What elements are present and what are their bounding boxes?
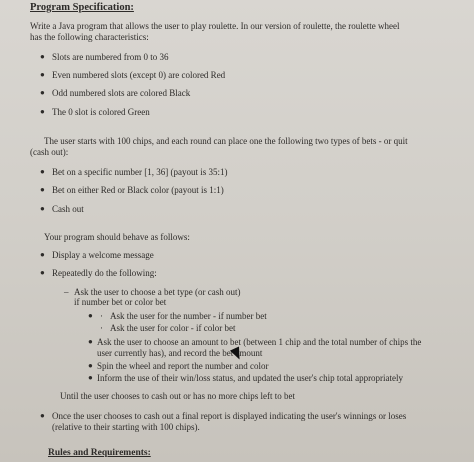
dot-icon: · <box>100 311 103 321</box>
rules-heading: Rules and Requirements: <box>48 448 151 458</box>
bullet-icon: ● <box>88 361 93 370</box>
bet-type-item: Bet on either Red or Black color (payout is 1:1) <box>52 185 224 195</box>
characteristic-item: The 0 slot is colored Green <box>52 107 150 117</box>
inform-step: Inform the use of their win/loss status, and updated the user's chip total appropriately <box>97 373 404 383</box>
bullet-icon: ● <box>88 311 93 320</box>
bullet-icon: ● <box>88 337 93 346</box>
dot-icon: · <box>100 323 103 333</box>
ask-color: Ask the user for color - if color bet <box>110 323 236 333</box>
characteristic-item: Even numbered slots (except 0) are colored Red <box>52 70 226 80</box>
intro-line-2: has the following characteristics: <box>30 32 149 42</box>
bullet-icon: ● <box>40 204 45 213</box>
dash-icon: – <box>64 287 69 297</box>
characteristic-item: Odd numbered slots are colored Black <box>52 88 191 98</box>
bullet-icon: ● <box>88 373 93 382</box>
final-line-1: Once the user chooses to cash out a final report is displayed indicating the user's winnings or loses <box>52 411 407 421</box>
characteristic-item: Slots are numbered from 0 to 36 <box>52 52 169 62</box>
amount-line-2: user currently has), and record the bet amount <box>97 348 263 358</box>
bullet-icon: ● <box>40 167 45 176</box>
final-line-2: (relative to their starting with 100 chips). <box>52 422 200 432</box>
bet-type-item: Cash out <box>52 204 84 214</box>
spin-step: Spin the wheel and report the number and color <box>97 361 269 371</box>
intro-line-1: Write a Java program that allows the user to play roulette. In our version of roulette, the roulette wheel <box>30 21 400 31</box>
ask-line-1: Ask the user to choose a bet type (or cash out) <box>74 287 241 297</box>
behave-intro: Your program should behave as follows: <box>44 232 190 242</box>
bullet-icon: ● <box>40 250 45 259</box>
bullet-icon: ● <box>40 107 45 116</box>
amount-line-1: Ask the user to choose an amount to bet (between 1 chip and the total number of chips the <box>97 337 422 347</box>
bullet-icon: ● <box>40 88 45 97</box>
ask-number: Ask the user for the number - if number bet <box>110 311 267 321</box>
bullet-icon: ● <box>40 185 45 194</box>
start-line-1: The user starts with 100 chips, and each round can place one the following two types of bets - or quit <box>44 136 408 146</box>
bullet-icon: ● <box>40 52 45 61</box>
bet-type-item: Bet on a specific number [1, 36] (payout is 35:1) <box>52 167 228 177</box>
spec-heading: Program Specification: <box>30 2 134 13</box>
start-line-2: (cash out): <box>30 147 69 157</box>
ask-line-2: if number bet or color bet <box>74 297 167 307</box>
until-line: Until the user chooses to cash out or has no more chips left to bet <box>60 391 295 401</box>
bullet-icon: ● <box>40 268 45 277</box>
bullet-icon: ● <box>40 70 45 79</box>
bullet-icon: ● <box>40 411 45 420</box>
behavior-welcome: Display a welcome message <box>52 250 154 260</box>
behavior-repeat: Repeatedly do the following: <box>52 268 157 278</box>
